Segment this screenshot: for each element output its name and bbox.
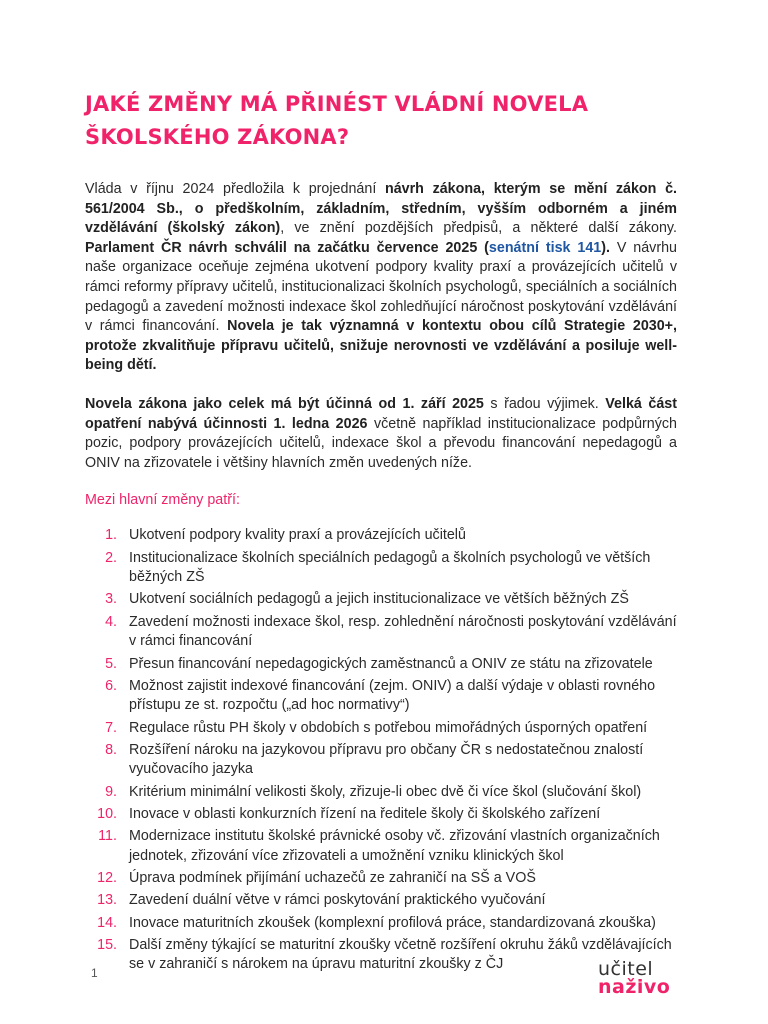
- list-item-number: 5.: [105, 655, 117, 672]
- list-item: [85, 869, 677, 889]
- list-item: [85, 719, 677, 739]
- list-item: [85, 805, 677, 825]
- list-item-text: Inovace maturitních zkoušek (komplexní profilová práce, standardizovaná zkouška): [129, 914, 656, 931]
- list-item: [85, 655, 677, 675]
- page-number: 1: [91, 966, 98, 980]
- list-item-number: 12.: [97, 870, 117, 887]
- list-item: [85, 891, 677, 911]
- list-item-text: Další změny týkající se maturitní zkoušky včetně rozšíření okruhu žáků vzdělávajících se v zahraničí s nárokem na úpravu maturitní zkoušky z ČJ: [129, 936, 672, 973]
- list-item-number: 15.: [97, 936, 117, 953]
- intro-text-2: , ve znění pozdějších předpisů, a některé další zákony.: [280, 220, 677, 237]
- list-item-text: Zavedení možnosti indexace škol, resp. zohlednění náročnosti poskytování vzdělávání v rámci financování: [129, 613, 677, 650]
- list-item: [85, 549, 677, 588]
- intro-bold-1: návrh zákona, kterým se mění zákon č. 561/2004 Sb., o předškolním, základním, středním, vyšším odborném a jiném vzdělávání (školský zákon): [85, 181, 677, 237]
- list-item: [85, 677, 677, 716]
- list-item-number: 10.: [97, 805, 117, 822]
- list-item: [85, 914, 677, 934]
- list-item-text: Kritérium minimální velikosti školy, zřizuje-li obec dvě či více škol (slučování škol): [129, 783, 642, 800]
- list-item-text: Úprava podmínek přijímání uchazečů ze zahraničí na SŠ a VOŠ: [129, 870, 536, 887]
- document-page: [85, 88, 677, 978]
- list-item: [85, 827, 677, 866]
- intro-bold-4: Novela je tak významná v kontextu obou cílů Strategie 2030+, protože zkvalitňuje přípravu učitelů, snižuje nerovnosti ve vzdělávání a posiluje well-being dětí.: [85, 318, 678, 374]
- list-item-number: 4.: [105, 613, 117, 630]
- list-item-text: Přesun financování nepedagogických zaměstnanců a ONIV ze státu na zřizovatele: [129, 655, 653, 672]
- list-item-number: 1.: [105, 527, 117, 544]
- logo-line-1: učitel: [598, 958, 654, 980]
- list-item-text: Rozšíření nároku na jazykovou přípravu pro občany ČR s nedostatečnou znalostí vyučovacího jazyka: [129, 741, 644, 778]
- intro-bold-3: ).: [601, 239, 610, 256]
- list-item: [85, 741, 677, 780]
- list-item-text: Regulace růstu PH školy v obdobích s potřebou mimořádných úsporných opatření: [129, 719, 648, 736]
- list-item-number: 8.: [105, 741, 117, 758]
- list-item: [85, 590, 677, 610]
- intro-text-1: Vláda v říjnu 2024 předložila k projednání: [85, 181, 385, 197]
- list-item: [85, 613, 677, 652]
- list-item-number: 14.: [97, 914, 117, 931]
- list-item-number: 11.: [98, 828, 117, 845]
- list-item-number: 9.: [105, 783, 117, 800]
- intro-bold-2: Parlament ČR návrh schválil na začátku července 2025 (: [85, 239, 489, 256]
- effect-text-2: včetně například institucionalizace podpůrných pozic, podpory provázejících učitelů, indexace škol a převodu financování nepedagogů a ONIV na zřizovatele i většiny hlavních změn uvedených níže.: [85, 415, 678, 471]
- ucitel-nazivo-logo: [598, 960, 678, 996]
- effect-bold-2: Velká část opatření nabývá účinnosti 1. ledna 2026: [85, 395, 677, 432]
- logo-line-2: naživo: [598, 976, 671, 998]
- effectiveness-paragraph: [85, 395, 677, 473]
- list-item-number: 2.: [105, 549, 117, 566]
- list-item-text: Institucionalizace školních speciálních pedagogů a školních psychologů ve větších běžných ZŠ: [129, 549, 651, 586]
- list-item-number: 6.: [105, 677, 117, 694]
- list-item-number: 7.: [105, 719, 117, 736]
- effect-text-1: s řadou výjimek.: [483, 395, 606, 412]
- changes-list: [85, 526, 677, 975]
- list-item-text: Inovace v oblasti konkurzních řízení na ředitele školy či školského zařízení: [129, 805, 601, 822]
- intro-paragraph: [85, 180, 677, 376]
- list-item-text: Modernizace institutu školské právnické osoby vč. zřizování vlastních organizačních jednotek, zřizování více zřizovateli a umožnění vzniku klinických škol: [129, 828, 660, 864]
- list-item-text: Ukotvení podpory kvality praxí a provázejících učitelů: [129, 527, 466, 544]
- effect-bold-1: Novela zákona jako celek má být účinná od 1. září 2025: [85, 395, 484, 412]
- list-item-number: 3.: [105, 591, 117, 608]
- list-item-text: Ukotvení sociálních pedagogů a jejich institucionalizace ve větších běžných ZŠ: [129, 591, 629, 608]
- senate-print-link[interactable]: senátní tisk 141: [488, 239, 602, 256]
- list-item: [85, 936, 677, 975]
- list-item-text: Možnost zajistit indexové financování (zejm. ONIV) a další výdaje v oblasti rovného přístupu ze st. rozpočtu („ad hoc normativy“): [129, 677, 656, 714]
- changes-subheading: Mezi hlavní změny patří:: [85, 492, 240, 509]
- page-title: JAKÉ ZMĚNY MÁ PŘINÉST VLÁDNÍ NOVELA ŠKOLSKÉHO ZÁKONA?: [85, 92, 589, 149]
- list-item-number: 13.: [97, 892, 117, 909]
- intro-text-3: V návrhu naše organizace oceňuje zejména ukotvení podpory kvality praxí a provázejících učitelů v rámci reformy přípravy učitelů, institucionalizaci školních psychologů, speciálních a sociálních pedagogů a zavedení možnosti indexace škol zohledňující náročnost poskytování vzdělávání v rámci financování.: [85, 239, 677, 335]
- list-item: [85, 526, 677, 546]
- list-item: [85, 783, 677, 803]
- list-item-text: Zavedení duální větve v rámci poskytování praktického vyučování: [129, 892, 546, 909]
